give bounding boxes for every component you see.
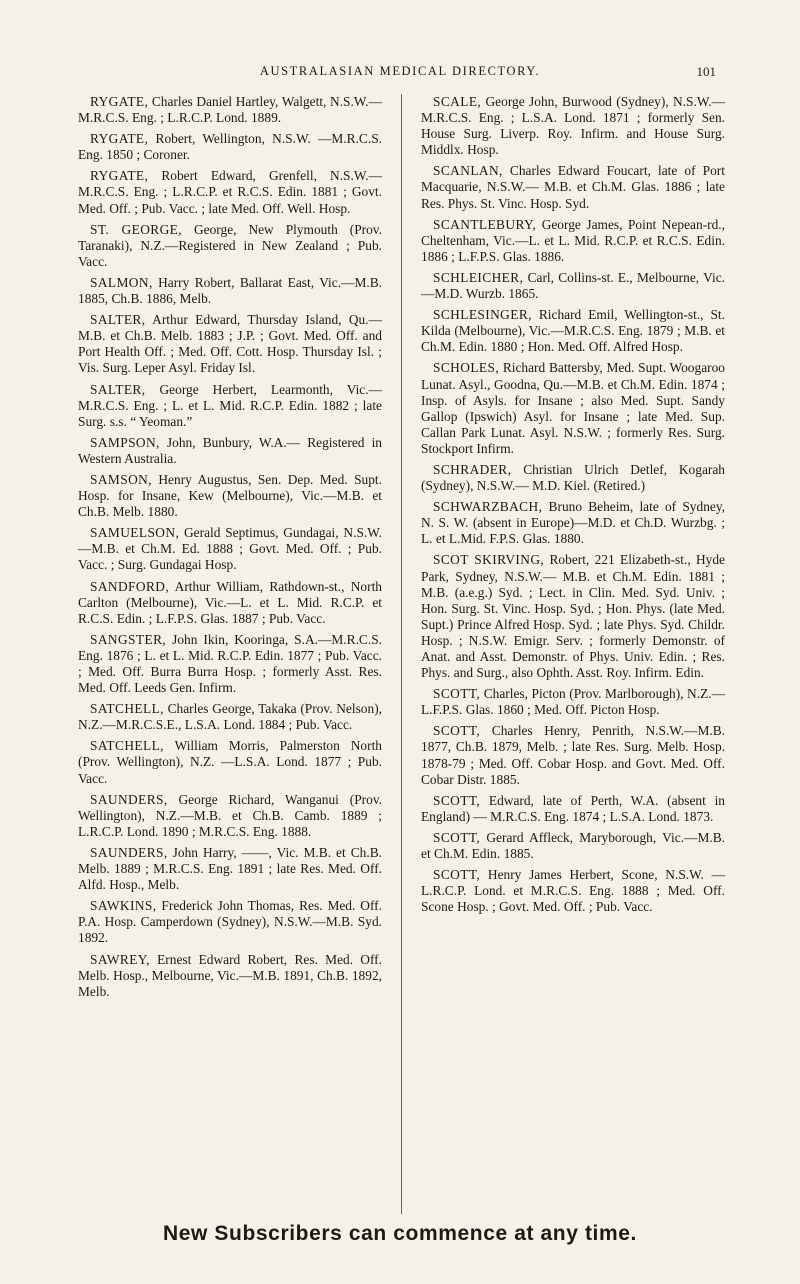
directory-entry (78, 792, 382, 840)
entry-surname: RYGATE, (90, 94, 149, 109)
entry-surname: SCHOLES, (433, 360, 500, 376)
entry-details: Frederick John Thomas, Res. Med. Off. P.A. Hosp. Camperdown (Sydney), N.S.W.—M.B. Syd. 1892. (78, 898, 382, 946)
entry-details: Gerald Septimus, Gundagai, N.S.W.—M.B. et Ch.M. Ed. 1888 ; Govt. Med. Off. ; Pub. Vacc. ; Surg. Gundagai Hosp. (78, 525, 382, 573)
entry-details: Ernest Edward Robert, Res. Med. Off. Melb. Hosp., Melbourne, Vic.—M.B. 1891, Ch.B. 1892, Melb. (78, 951, 382, 999)
directory-entry (421, 462, 725, 494)
entry-details: Carl, Collins-st. E., Melbourne, Vic.—M.D. Wurzb. 1865. (421, 269, 725, 302)
entry-details: John, Bunbury, W.A.— Registered in Western Australia. (78, 434, 382, 466)
directory-entry (78, 94, 382, 126)
directory-entry (421, 163, 725, 211)
entry-surname: SCHRADER, (433, 461, 512, 477)
entry-surname: SALTER, (90, 312, 146, 328)
directory-entry (421, 723, 725, 787)
directory-entry (421, 830, 725, 862)
directory-entry (78, 738, 382, 786)
entry-surname: SCOTT, (433, 686, 481, 702)
entry-details: George James, Point Nepean-rd., Cheltenham, Vic.—L. et L. Mid. R.C.P. et R.C.S. Edin. 1886 ; L.F.P.S. Glas. 1886. (421, 216, 725, 264)
entry-surname: SCOTT, (433, 792, 481, 808)
entry-details: George John, Burwood (Sydney), N.S.W.—M.R.C.S. Eng. ; L.S.A. Lond. 1871 ; formerly Sen. House Surg. Liverp. Roy. Infirm. and House Surg. Middlx. Hosp. (421, 94, 725, 158)
entry-surname: SAUNDERS, (90, 844, 168, 860)
directory-entry (421, 270, 725, 302)
directory-entry (421, 552, 725, 681)
entry-details: Henry James Herbert, Scone, N.S.W. — L.R.C.P. Lond. et M.R.C.S. Eng. 1888 ; Med. Off. Scone Hosp. ; Govt. Med. Off. ; Pub. Vacc. (421, 867, 725, 915)
entry-details: Charles George, Takaka (Prov. Nelson), N.Z.—M.R.C.S.E., L.S.A. Lond. 1884 ; Pub. Vacc. (78, 701, 382, 733)
directory-entry (78, 131, 382, 163)
entry-details: Henry Augustus, Sen. Dep. Med. Supt. Hosp. for Insane, Kew (Melbourne), Vic.—M.B. et Ch.B. Melb. 1880. (78, 471, 382, 520)
entry-details: Arthur Edward, Thursday Island, Qu.—M.B. et Ch.B. Melb. 1883 ; J.P. ; Govt. Med. Off. and Port Health Off. ; Med. Off. Cott. Hosp. Thursday Isl. ; Vis. Surg. Leper Asyl. Friday Isl. (78, 312, 382, 376)
entry-surname: SCANTLEBURY, (433, 216, 537, 232)
entry-details: Robert, Wellington, N.S.W. —M.R.C.S. Eng. 1850 ; Coroner. (78, 131, 382, 163)
entry-surname: RYGATE, (90, 168, 149, 184)
directory-entry (421, 360, 725, 457)
entry-surname: SCHLEICHER, (433, 269, 524, 285)
right-column (421, 94, 725, 920)
entry-details: Christian Ulrich Detlef, Kogarah (Sydney), N.S.W.— M.D. Kiel. (Retired.) (421, 461, 725, 494)
entry-surname: SALMON, (90, 274, 153, 290)
entry-surname: RYGATE, (90, 131, 149, 147)
directory-columns (78, 94, 726, 1216)
directory-entry (78, 222, 382, 270)
directory-entry (421, 793, 725, 825)
page-number: 101 (696, 64, 716, 79)
directory-entry (78, 701, 382, 733)
entry-surname: SANGSTER, (90, 631, 167, 647)
running-head: AUSTRALASIAN MEDICAL DIRECTORY. (259, 64, 541, 78)
entry-details: Bruno Beheim, late of Sydney, N. S. W. (absent in Europe)—M.D. et Ch.D. Wurzbg. ; L. et L.Mid. F.P.S. Glas. 1880. (421, 499, 725, 547)
entry-surname: SAMSON, (90, 471, 152, 487)
entry-surname: SAWKINS, (90, 898, 157, 914)
directory-entry (78, 845, 382, 893)
entry-details: William Morris, Palmerston North (Prov. Wellington), N.Z. —L.S.A. Lond. 1877 ; Pub. Vacc. (78, 738, 382, 786)
directory-entry (78, 382, 382, 430)
entry-surname: SANDFORD, (90, 578, 170, 594)
directory-entry (78, 952, 382, 1000)
entry-details: Arthur William, Rathdown-st., North Carlton (Melbourne), Vic.—L. et L. Mid. R.C.P. et R.C.S. Edin. ; L.F.P.S. Glas. 1887 ; Pub. Vacc. (78, 578, 382, 626)
entry-details: Charles Daniel Hartley, Walgett, N.S.W.—M.R.C.S. Eng. ; L.R.C.P. Lond. 1889. (78, 94, 382, 126)
subscribers-notice: New Subscribers can commence at any time. (163, 1222, 637, 1245)
directory-entry (421, 686, 725, 718)
entry-details: Edward, late of Perth, W.A. (absent in England) — M.R.C.S. Eng. 1874 ; L.S.A. Lond. 1873. (421, 792, 725, 824)
directory-entry (78, 312, 382, 376)
entry-details: John Harry, ——, Vic. M.B. et Ch.B. Melb. 1889 ; M.R.C.S. Eng. 1891 ; late Res. Med. Off. Alfd. Hosp., Melb. (78, 844, 382, 893)
page-header (0, 64, 800, 88)
entry-surname: SAWREY, (90, 951, 150, 967)
directory-entry (78, 275, 382, 307)
entry-details: Harry Robert, Ballarat East, Vic.—M.B. 1885, Ch.B. 1886, Melb. (78, 274, 382, 307)
entry-details: George, New Plymouth (Prov. Taranaki), N.Z.—Registered in New Zealand ; Pub. Vacc. (78, 221, 382, 269)
entry-surname: SCOTT, (433, 829, 481, 845)
directory-entry (421, 94, 725, 158)
directory-entry (421, 217, 725, 265)
entry-surname: SCOTT, (433, 867, 481, 883)
entry-details: George Herbert, Learmonth, Vic.—M.R.C.S. Eng. ; L. et L. Mid. R.C.P. Edin. 1882 ; late Surg. s.s. “ Yeoman.” (78, 381, 382, 429)
entry-details: John Ikin, Kooringa, S.A.—M.R.C.S. Eng. 1876 ; L. et L. Mid. R.C.P. Edin. 1877 ; Pub. Vacc. ; Med. Off. Burra Burra Hosp. ; formerly Asst. Res. Med. Off. Leeds Gen. Infirm. (78, 631, 382, 696)
entry-details: George Richard, Wanganui (Prov. Wellington), N.Z.—M.B. et Ch.B. Camb. 1889 ; L.R.C.P. Lond. 1890 ; M.R.C.S. Eng. 1888. (78, 791, 382, 839)
entry-details: Richard Emil, Wellington-st., St. Kilda (Melbourne), Vic.—M.R.C.S. Eng. 1879 ; M.B. et Ch.M. Edin. 1880 ; Hon. Med. Off. Alfred Hosp. (421, 307, 725, 355)
directory-entry (421, 499, 725, 547)
entry-details: Charles Edward Foucart, late of Port Macquarie, N.S.W.— M.B. et Ch.M. Glas. 1886 ; late Res. Phys. St. Vinc. Hosp. Syd. (421, 163, 725, 211)
directory-entry (421, 867, 725, 915)
entry-surname: ST. GEORGE, (90, 221, 182, 237)
entry-surname: SATCHELL, (90, 701, 164, 717)
entry-surname: SCOTT, (433, 723, 481, 739)
entry-surname: SALTER, (90, 381, 146, 397)
directory-entry (78, 632, 382, 696)
entry-details: Charles Henry, Penrith, N.S.W.—M.B. 1877, Ch.B. 1879, Melb. ; late Res. Surg. Melb. Hosp. 1878-79 ; Med. Off. Cobar Hosp. and Govt. Med. Off. Cobar Distr. 1885. (421, 723, 725, 787)
entry-surname: SAUNDERS, (90, 791, 168, 807)
entry-surname: SCHWARZBACH, (433, 499, 543, 515)
entry-details: Charles, Picton (Prov. Marlborough), N.Z.—L.F.P.S. Glas. 1860 ; Med. Off. Picton Hosp. (421, 686, 725, 718)
entry-surname: SCHLESINGER, (433, 307, 532, 323)
entry-details: Robert Edward, Grenfell, N.S.W.—M.R.C.S. Eng. ; L.R.C.P. et R.C.S. Edin. 1881 ; Govt. Med. Off. ; Pub. Vacc. ; late Med. Off. Well. Hosp. (78, 168, 382, 216)
entry-surname: SATCHELL, (90, 738, 164, 754)
entry-surname: SCANLAN, (433, 163, 503, 179)
entry-details: Richard Battersby, Med. Supt. Woogaroo Lunat. Asyl., Goodna, Qu.—M.B. et Ch.M. Edin. 1874 ; Insp. of Asyls. for Insane ; also Med. Supt. Sandy Gallop (Ipswich) Asyl. for Insane ; late Med. Sup. Callan Park Lunat. Asyl. N.S.W. ; formerly Res. Surg. Stockport Infirm. (421, 360, 725, 456)
entry-surname: SCALE, (433, 94, 482, 109)
directory-entry (78, 525, 382, 573)
directory-entry (78, 435, 382, 467)
left-column (78, 94, 382, 1005)
entry-details: Gerard Affleck, Maryborough, Vic.—M.B. et Ch.M. Edin. 1885. (421, 829, 725, 862)
directory-entry (421, 307, 725, 355)
directory-entry (78, 168, 382, 216)
directory-entry (78, 472, 382, 520)
entry-surname: SAMPSON, (90, 434, 160, 450)
column-divider (401, 94, 402, 1214)
entry-details: Robert, 221 Elizabeth-st., Hyde Park, Sydney, N.S.W.— M.B. et Ch.M. Edin. 1881 ; M.B. (a.e.g.) Syd. ; Lect. in Clin. Med. Syd. Univ. ; Hon. Surg. St. Vinc. Hosp. Syd. ; Hon. Phys. (late Med. Supt.) Prince Alfred Hosp. Syd. ; late Phys. Syd. Childr. Hosp. ; N.S.W. Emigr. Serv. ; formerly Demonstr. of Anat. and Asst. Demonstr. of Phys. Univ. Edin. ; Res. Phys. and Surg., also Ophth. Asst. Roy. Infirm. Edin. (421, 552, 726, 681)
entry-surname: SAMUELSON, (90, 525, 180, 541)
directory-entry (78, 898, 382, 946)
entry-surname: SCOT SKIRVING, (433, 552, 545, 568)
directory-entry (78, 579, 382, 627)
